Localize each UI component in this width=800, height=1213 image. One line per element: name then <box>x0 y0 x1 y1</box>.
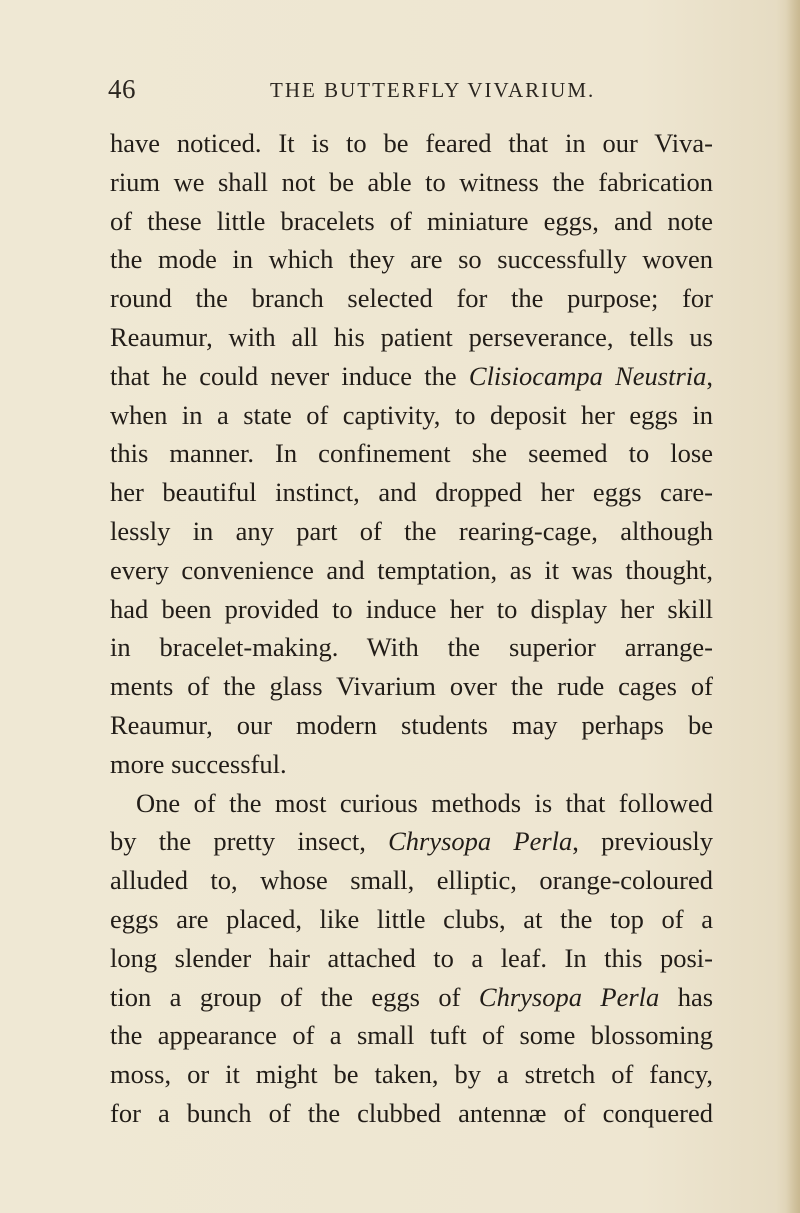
text-segment: the appearance of a small tuft of some blossoming <box>110 1020 713 1051</box>
text-line <box>110 900 713 939</box>
text-segment: , previously <box>572 826 714 857</box>
text-line <box>110 978 713 1017</box>
text-line <box>110 357 713 396</box>
text-line <box>110 473 713 512</box>
text-segment: of these little bracelets of miniature eggs, and note <box>110 205 713 236</box>
text-segment: moss, or it might be taken, by a stretch of fancy, <box>110 1059 713 1090</box>
text-segment: One of the most curious methods is that followed <box>136 787 713 818</box>
text-line <box>110 512 713 551</box>
text-segment: long slender hair attached to a leaf. In this posi- <box>110 942 713 973</box>
text-segment: every convenience and temptation, as it was thought, <box>110 554 713 585</box>
text-line <box>110 706 713 745</box>
text-line <box>110 745 713 784</box>
text-segment: when in a state of captivity, to deposit her eggs in <box>110 399 713 430</box>
running-title: THE BUTTERFLY VIVARIUM. <box>270 78 596 102</box>
running-head <box>0 74 800 114</box>
italic-text: Clisiocampa Neustria <box>468 360 707 391</box>
text-segment: had been provided to induce her to display her skill <box>110 593 713 624</box>
text-line <box>110 628 713 667</box>
text-segment: lessly in any part of the rearing-cage, although <box>110 515 713 546</box>
text-line <box>110 822 713 861</box>
text-line <box>110 861 713 900</box>
text-line <box>110 124 713 163</box>
text-line <box>110 1055 713 1094</box>
text-segment: eggs are placed, like little clubs, at the top of a <box>110 903 713 934</box>
text-line <box>110 318 713 357</box>
text-segment: Reaumur, with all his patient perseverance, tells us <box>110 321 713 352</box>
text-segment: round the branch selected for the purpose; for <box>110 283 713 314</box>
text-line <box>110 1094 713 1133</box>
text-segment: that he could never induce the <box>110 360 469 391</box>
text-line <box>110 396 713 435</box>
italic-text: Chrysopa Perla <box>478 981 660 1012</box>
text-segment: more successful. <box>110 748 287 779</box>
text-segment: tion a group of the eggs of <box>110 981 479 1012</box>
text-segment: her beautiful instinct, and dropped her eggs care- <box>110 477 713 508</box>
page-edge-shadow <box>786 0 800 1213</box>
text-segment: by the pretty insect, <box>110 826 389 857</box>
text-line <box>110 434 713 473</box>
text-segment: for a bunch of the clubbed antennæ of conquered <box>110 1097 713 1128</box>
text-line <box>110 202 713 241</box>
text-line <box>110 1016 713 1055</box>
text-line <box>110 667 713 706</box>
text-segment: ments of the glass Vivarium over the rude cages of <box>110 671 713 702</box>
text-segment: , <box>706 360 714 391</box>
text-segment: have noticed. It is to be feared that in our Viva- <box>110 128 713 158</box>
text-segment: alluded to, whose small, elliptic, orange-coloured <box>110 865 713 896</box>
text-line <box>110 590 713 629</box>
text-segment: the mode in which they are so successfully woven <box>110 244 713 275</box>
text-segment: this manner. In confinement she seemed to lose <box>110 438 713 469</box>
text-segment: has <box>659 981 714 1012</box>
body-text <box>110 124 713 1133</box>
text-line <box>110 163 713 202</box>
text-segment: Reaumur, our modern students may perhaps be <box>110 709 713 740</box>
text-line <box>110 279 713 318</box>
italic-text: Chrysopa Perla <box>388 826 573 857</box>
text-line <box>110 240 713 279</box>
page-number: 46 <box>108 74 136 104</box>
text-line <box>110 551 713 590</box>
text-segment: in bracelet-making. With the superior arrange- <box>110 632 713 663</box>
text-line <box>110 939 713 978</box>
text-segment: rium we shall not be able to witness the fabrication <box>110 166 713 197</box>
text-line <box>110 784 713 823</box>
